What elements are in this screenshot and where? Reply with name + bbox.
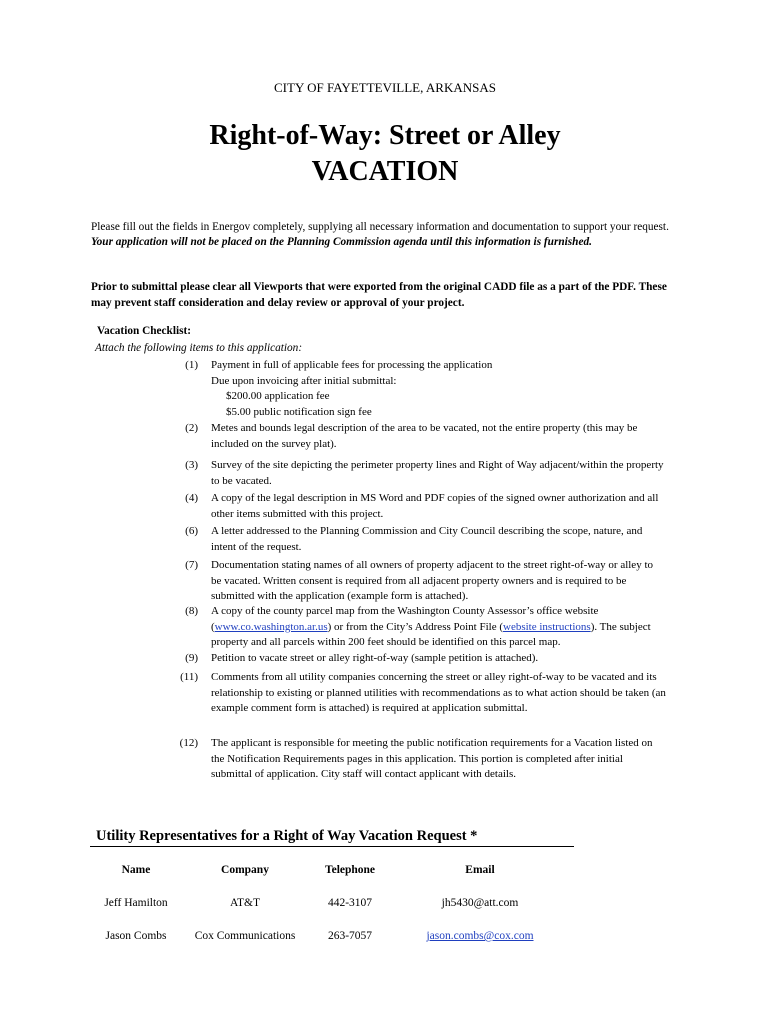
item-number: (7) — [185, 559, 198, 571]
item-number: (4) — [185, 492, 198, 504]
page-title — [0, 118, 770, 190]
email-link[interactable]: jason.combs@cox.com — [426, 930, 534, 942]
city-header: CITY OF FAYETTEVILLE, ARKANSAS — [274, 80, 496, 95]
checklist-item-1 — [160, 358, 670, 422]
column-header-telephone: Telephone — [324, 864, 376, 876]
item-number: (3) — [185, 459, 198, 471]
checklist-item-6 — [160, 524, 670, 556]
item-text — [211, 604, 666, 651]
utility-section-heading: Utility Representatives for a Right of Way Vacation Request * — [96, 828, 478, 844]
checklist-item-4 — [160, 491, 670, 523]
checklist-item-12 — [160, 736, 670, 800]
checklist-item-11 — [160, 670, 670, 734]
fee-due-line: Due upon invoicing after initial submittal: — [211, 374, 397, 387]
item-text: A copy of the legal description in MS Word and PDF copies of the signed owner authorization and all other items submitted with this project. — [211, 492, 659, 520]
item-number: (6) — [185, 525, 198, 537]
item-text — [211, 358, 666, 420]
rep-email — [400, 930, 560, 942]
intro-paragraph — [91, 220, 671, 250]
rep-name: Jason Combs — [105, 930, 167, 942]
item-number: (12) — [179, 737, 198, 749]
viewport-notice: Prior to submittal please clear all Viewports that were exported from the original CADD file as a part of the PDF. These may prevent staff consideration and delay review or approval of your project. — [91, 281, 667, 309]
item-text: Petition to vacate street or alley right-of-way (sample petition is attached). — [211, 652, 539, 664]
checklist-item-9 — [160, 651, 670, 667]
fee-payment-line: Payment in full of applicable fees for processing the application — [211, 359, 493, 371]
column-header-email: Email — [465, 864, 495, 876]
checklist-item-7 — [160, 558, 670, 606]
item-number: (11) — [180, 671, 198, 683]
column-header-company: Company — [221, 864, 269, 876]
rep-telephone: 442-3107 — [327, 897, 373, 909]
item-text-part-c: ). The subject property and all parcels within 200 feet should be identified on this parcel map. — [211, 620, 651, 648]
rep-email: jh5430@att.com — [441, 897, 519, 909]
item-text-part-a: A copy of the county parcel map from the Washington County Assessor’s office website ( — [211, 605, 599, 633]
rep-company: Cox Communications — [194, 930, 296, 942]
intro-text: Please fill out the fields in Energov completely, supplying all necessary information and documentation to support your request. — [91, 221, 669, 233]
column-header-name: Name — [121, 864, 151, 876]
item-number: (2) — [185, 422, 198, 434]
checklist-instruction: Attach the following items to this application: — [95, 342, 303, 354]
item-text: Metes and bounds legal description of the area to be vacated, not the entire property (this may be included on the survey plat). — [211, 422, 638, 450]
item-number: (9) — [185, 652, 198, 664]
item-text-part-b: ) or from the City’s Address Point File ( — [327, 620, 504, 633]
checklist-item-8 — [160, 604, 670, 652]
title-line-2: VACATION — [311, 156, 459, 187]
rep-name: Jeff Hamilton — [104, 897, 168, 909]
title-line-1: Right-of-Way: Street or Alley — [209, 120, 561, 151]
item-text: Survey of the site depicting the perimeter property lines and Right of Way adjacent/within the property to be vacated. — [211, 459, 664, 487]
application-fee-line: $200.00 application fee — [226, 390, 330, 402]
checklist-item-3 — [160, 458, 670, 490]
item-text: Comments from all utility companies concerning the street or alley right-of-way to be vacated and its relationship to existing or planned utilities with recommendations as to what action should be taken (an example comment form is attached) is required at application submittal. — [211, 671, 666, 714]
section-divider — [90, 846, 574, 847]
checklist-item-2 — [160, 421, 670, 453]
rep-telephone: 263-7057 — [327, 930, 373, 942]
checklist-heading: Vacation Checklist: — [97, 325, 192, 337]
item-text: The applicant is responsible for meeting the public notification requirements for a Vacation listed on the Notification Requirements pages in this application. This portion is completed after initial submittal of application. City staff will contact applicant with details. — [211, 737, 653, 780]
item-number: (1) — [185, 359, 198, 371]
washington-county-link[interactable]: www.co.washington.ar.us — [214, 620, 328, 633]
website-instructions-link[interactable]: website instructions — [503, 620, 591, 633]
item-text: Documentation stating names of all owners of property adjacent to the street right-of-way or alley to be vacated. Written consent is required from all adjacent property owners and is required to be submitted with the application (example form is attached). — [211, 559, 653, 602]
sign-fee-line: $5.00 public notification sign fee — [226, 405, 372, 418]
item-number: (8) — [185, 605, 198, 617]
rep-company: AT&T — [229, 897, 261, 909]
intro-emphasis: Your application will not be placed on the Planning Commission agenda until this information is furnished. — [91, 236, 592, 248]
item-text: A letter addressed to the Planning Commission and City Council describing the scope, nature, and intent of the request. — [211, 525, 643, 553]
